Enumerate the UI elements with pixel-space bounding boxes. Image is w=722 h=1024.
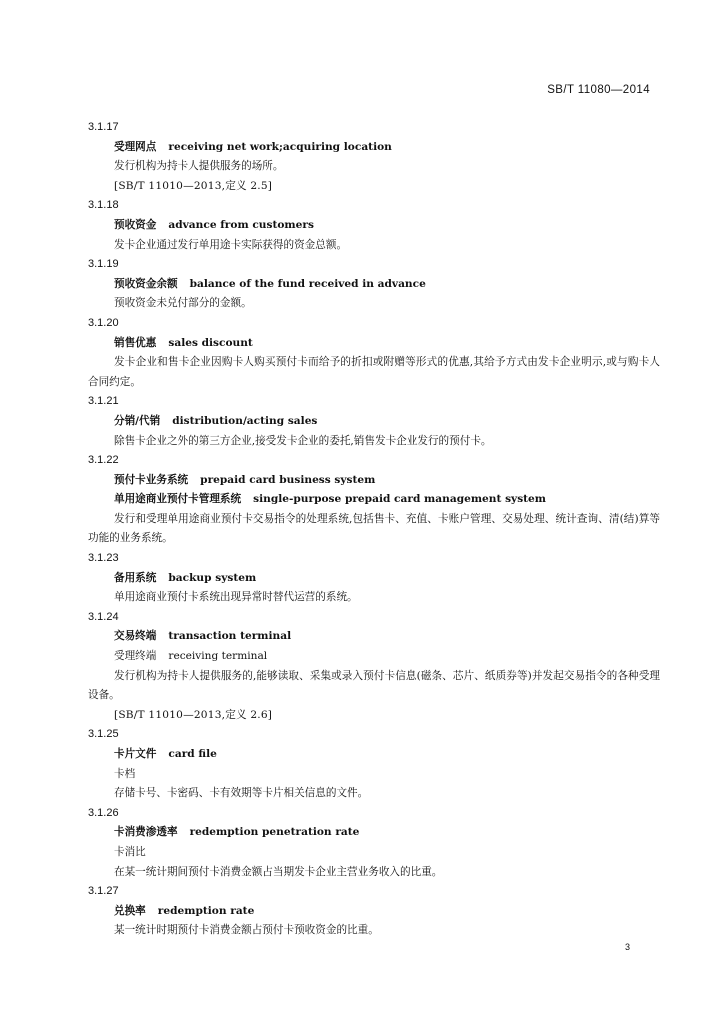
term-en: sales discount (168, 336, 253, 349)
term-cn: 单用途商业预付卡管理系统 (114, 493, 242, 506)
term-en: single-purpose prepaid card management system (253, 493, 546, 506)
term-cn: 预收资金余额 (114, 277, 178, 290)
definition: 单用途商业预付卡系统出现异常时替代运营的系统。 (114, 591, 358, 604)
term-en: distribution/acting sales (172, 414, 318, 427)
clause-number: 3.1.21 (88, 395, 119, 408)
term-cn: 交易终端 (114, 630, 157, 643)
definition: 存储卡号、卡密码、卡有效期等卡片相关信息的文件。 (114, 787, 369, 800)
term-heading (88, 745, 660, 765)
term-cn: 分销/代销 (114, 414, 161, 427)
clause-number: 3.1.20 (88, 316, 119, 329)
definition: 发行机构为持卡人提供服务的,能够读取、采集或录入预付卡信息(磁条、芯片、纸质券等)并发起交易指令的各种受理设备。 (88, 669, 660, 702)
definition: 预收资金未兑付部分的金额。 (114, 297, 252, 310)
term-cn: 受理网点 (114, 140, 157, 153)
definition: 除售卡企业之外的第三方企业,接受发卡企业的委托,销售发卡企业发行的预付卡。 (114, 434, 492, 447)
clause-number: 3.1.17 (88, 121, 119, 133)
term-en: balance of the fund received in advance (189, 277, 426, 290)
definition: 某一统计时期预付卡消费金额占预付卡预收资金的比重。 (114, 924, 379, 937)
clause-number: 3.1.18 (88, 199, 119, 212)
source-reference: [SB/T 11010—2013,定义 2.6] (114, 708, 273, 721)
term-cn: 兑换率 (114, 904, 146, 917)
term-heading (88, 569, 660, 589)
alt-term-cn: 受理终端 (114, 650, 157, 663)
term-cn: 卡片文件 (114, 748, 157, 760)
alt-term-en: receiving terminal (168, 650, 268, 663)
clause-number: 3.1.24 (88, 610, 119, 623)
definition: 发卡企业通过发行单用途卡实际获得的资金总额。 (114, 238, 348, 251)
definition: 在某一统计期间预付卡消费金额占当期发卡企业主营业务收入的比重。 (114, 865, 443, 878)
clause-number: 3.1.22 (88, 454, 119, 467)
page-number: 3 (624, 942, 630, 952)
clause-number: 3.1.19 (88, 258, 119, 271)
term-en: receiving net work;acquiring location (168, 140, 392, 153)
term-cn: 预收资金 (114, 218, 157, 231)
term-en: card file (168, 748, 217, 760)
term-heading (88, 902, 660, 922)
term-en: transaction terminal (168, 630, 292, 643)
term-cn: 销售优惠 (114, 336, 157, 349)
term-heading (88, 412, 660, 432)
term-en: backup system (168, 571, 257, 584)
term-heading (88, 216, 660, 236)
term-en: redemption rate (157, 904, 255, 917)
clause-number: 3.1.25 (88, 728, 119, 741)
definition: 发卡企业和售卡企业因购卡人购买预付卡而给予的折扣或附赠等形式的优惠,其给予方式由发卡企业明示,或与购卡人合同约定。 (88, 356, 660, 388)
term-en: prepaid card business system (200, 473, 376, 486)
term-heading (88, 627, 660, 647)
clause-number: 3.1.27 (88, 885, 119, 898)
term-en: redemption penetration rate (189, 826, 360, 839)
terms-section (88, 118, 660, 941)
alternative-term: 卡消比 (114, 845, 146, 858)
term-heading (88, 138, 660, 158)
alternative-term (88, 647, 660, 667)
term-cn: 预付卡业务系统 (114, 473, 189, 486)
source-reference: [SB/T 11010—2013,定义 2.5] (114, 179, 273, 192)
clause-number: 3.1.23 (88, 552, 119, 565)
term-cn: 备用系统 (114, 571, 157, 584)
definition: 发行和受理单用途商业预付卡交易指令的处理系统,包括售卡、充值、卡账户管理、交易处理、统计查询、清(结)算等功能的业务系统。 (88, 512, 660, 545)
term-heading (88, 334, 660, 354)
term-cn: 卡消费渗透率 (114, 826, 178, 839)
definition: 发行机构为持卡人提供服务的场所。 (114, 160, 284, 173)
term-en: advance from customers (168, 218, 314, 231)
term-heading-alt (88, 490, 660, 510)
term-heading (88, 275, 660, 295)
clause-number: 3.1.26 (88, 806, 119, 819)
standard-code-header: SB/T 11080—2014 (547, 84, 650, 96)
alternative-term: 卡档 (114, 767, 136, 780)
term-heading (88, 823, 660, 843)
term-heading (88, 471, 660, 491)
